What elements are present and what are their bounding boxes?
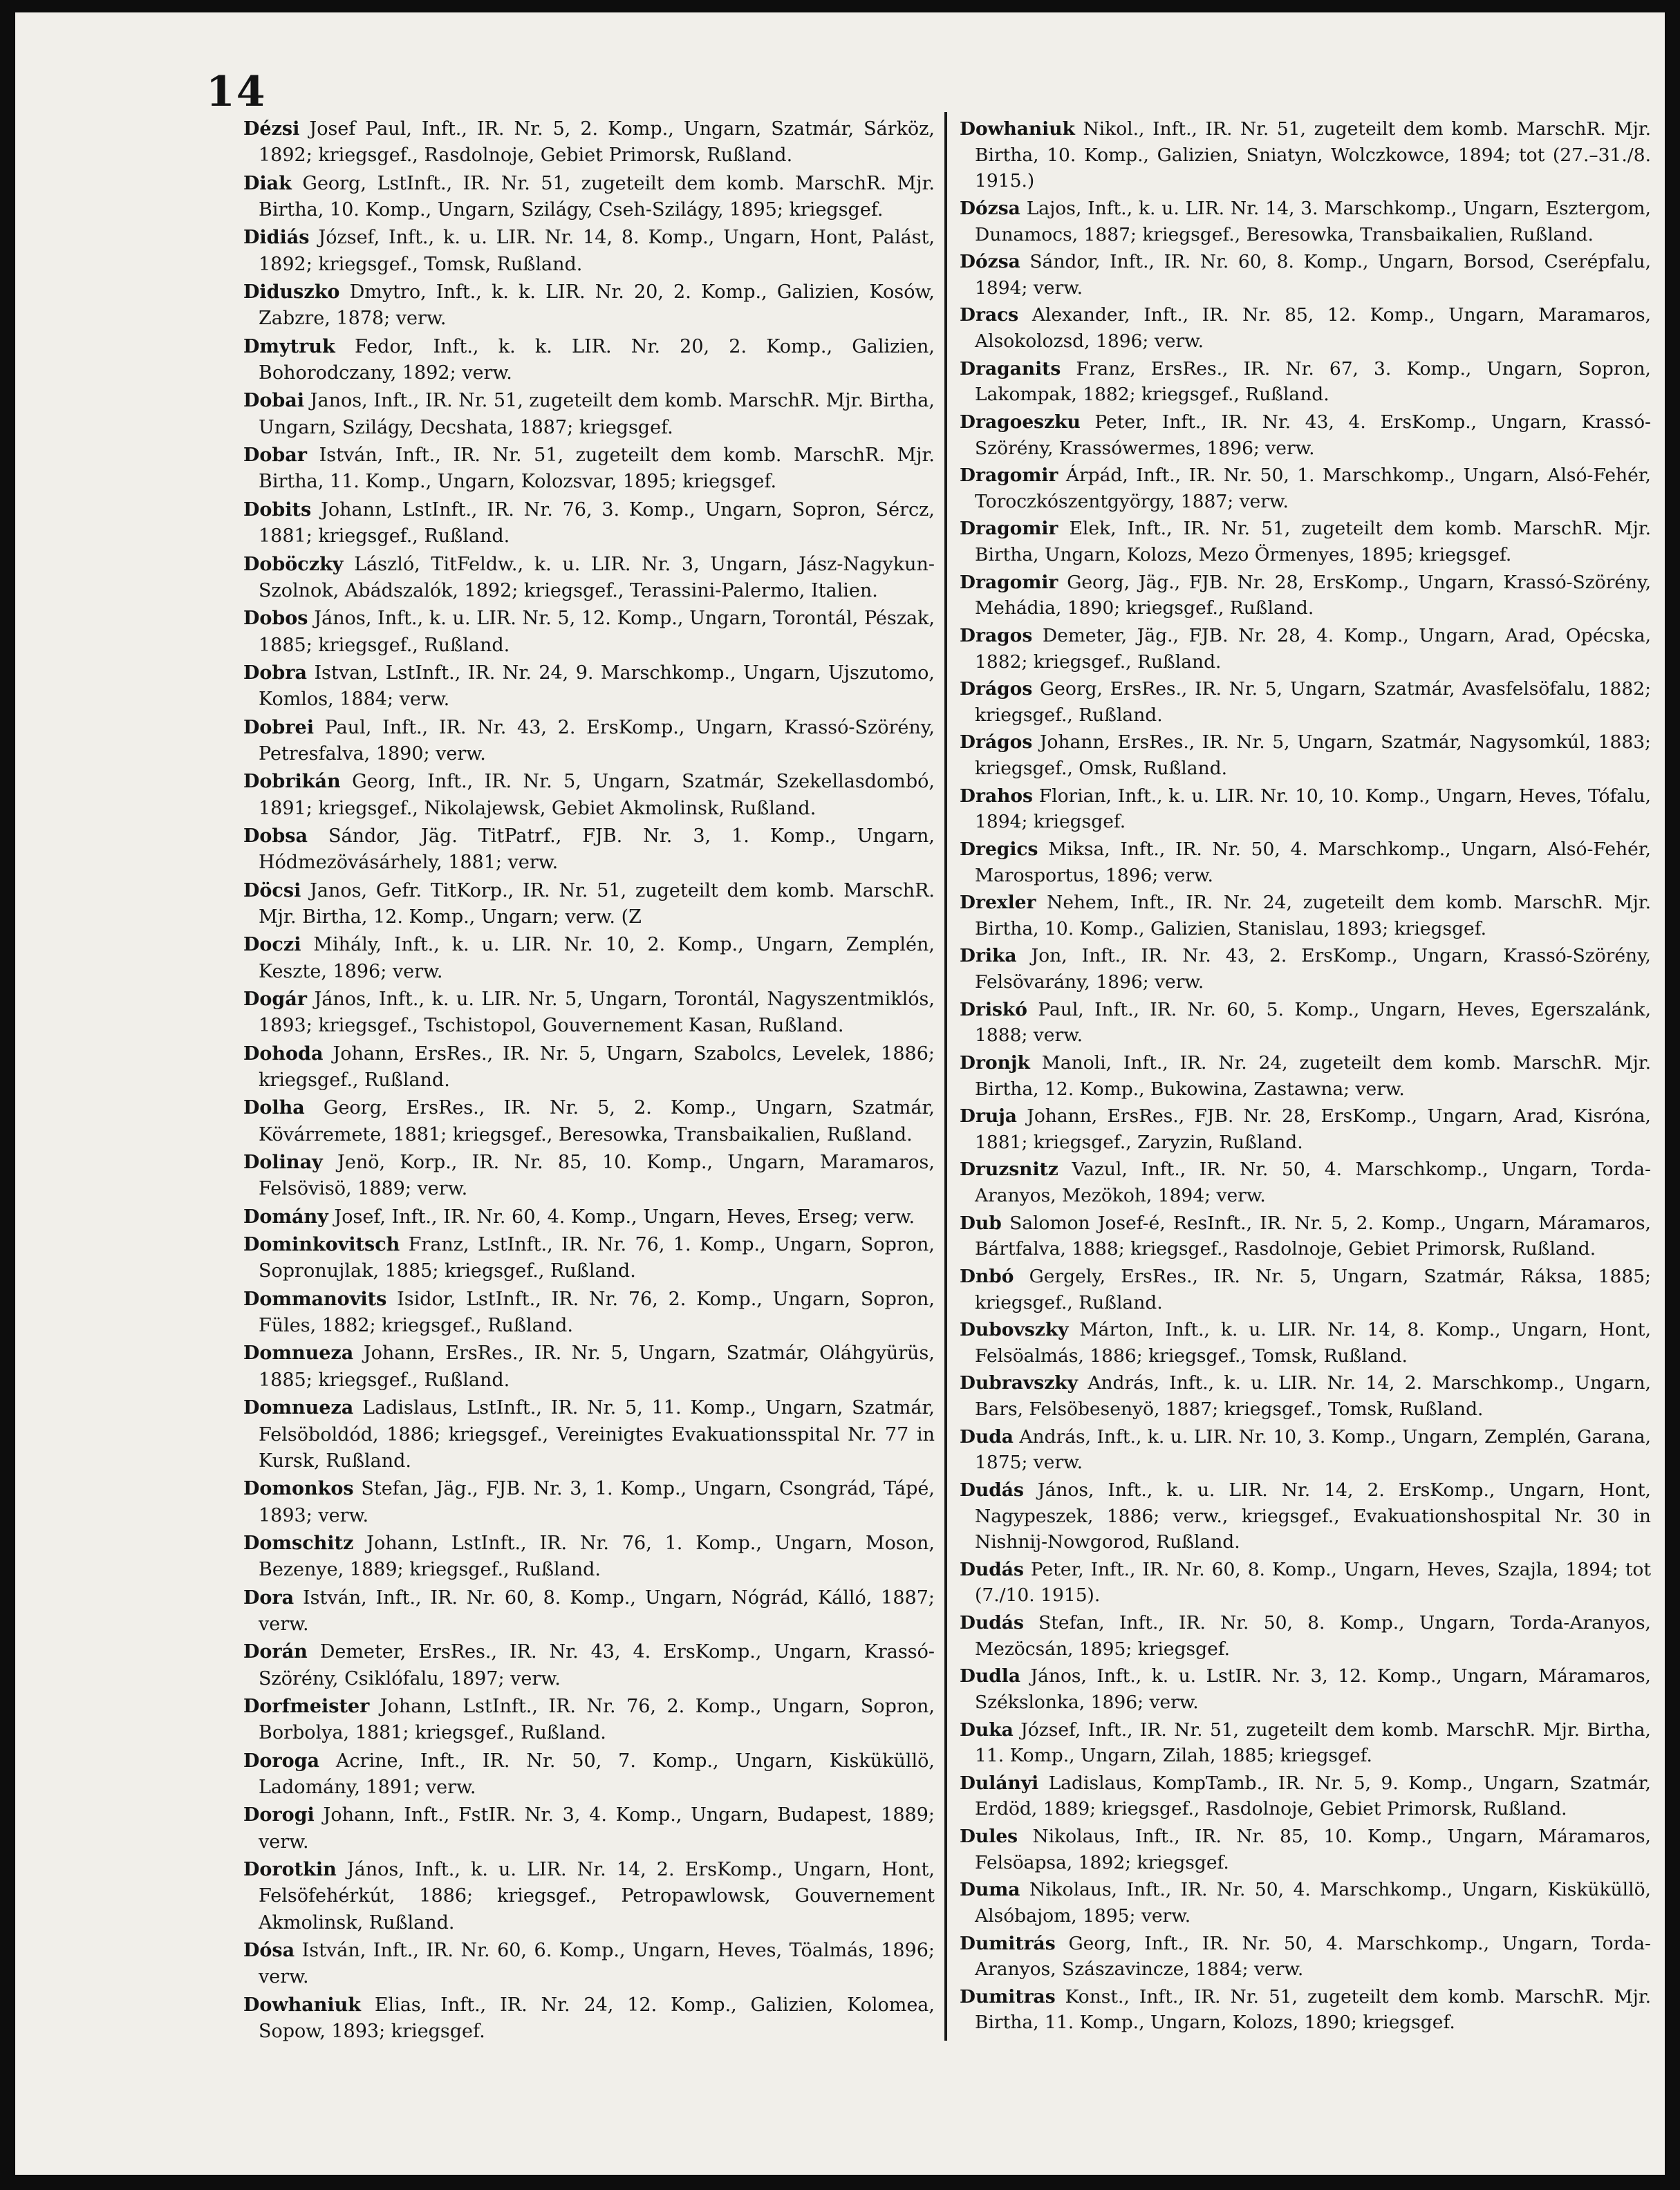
register-entry (960, 1931, 1651, 1983)
entry-surname: Dobai (243, 390, 305, 412)
register-entry (960, 1717, 1651, 1769)
register-entry (960, 783, 1651, 835)
entry-details: Isidor, LstInft., IR. Nr. 76, 2. Komp., Ungarn, Sopron, Füles, 1882; kriegsgef., Rußland. (259, 1288, 935, 1337)
entry-surname: Dracs (960, 304, 1019, 326)
entry-details: Johann, ErsRes., IR. Nr. 5, Ungarn, Szatmár, Nagysomkúl, 1883; kriegsgef., Omsk, Rußland. (975, 731, 1651, 779)
entry-surname: Dumitrás (960, 1932, 1056, 1954)
entry-details: Mihály, Inft., k. u. LIR. Nr. 10, 2. Komp., Ungarn, Zemplén, Keszte, 1896; verw. (259, 934, 935, 982)
entry-surname: Domschitz (243, 1532, 354, 1554)
entry-surname: Dragomir (960, 465, 1058, 487)
entry-surname: Didiás (243, 227, 310, 249)
register-entry (243, 1992, 935, 2046)
entry-details: András, Inft., k. u. LIR. Nr. 14, 2. Marschkomp., Ungarn, Bars, Felsöbesenyö, 1887; kriegsgef., Tomsk, Rußland. (975, 1372, 1651, 1420)
entry-details: Árpád, Inft., IR. Nr. 50, 1. Marschkomp., Ungarn, Alsó-Fehér, Toroczkószentgyörgy, 1887; verw. (975, 465, 1651, 512)
entry-details: Konst., Inft., IR. Nr. 51, zugeteilt dem komb. MarschR. Mjr. Birtha, 11. Komp., Ungarn, Kolozs, 1890; kriegsgef. (975, 1985, 1651, 2034)
register-entry (960, 1317, 1651, 1369)
register-entry (243, 769, 935, 822)
entry-surname: Dudás (960, 1479, 1024, 1501)
entry-surname: Dules (960, 1826, 1018, 1847)
entry-surname: Driskó (960, 998, 1027, 1020)
register-entry (960, 1050, 1651, 1102)
register-entry (960, 890, 1651, 942)
entry-surname: Dudás (960, 1558, 1024, 1580)
entry-surname: Drágos (960, 678, 1033, 700)
register-entry (960, 1610, 1651, 1662)
entry-details: Miksa, Inft., IR. Nr. 50, 4. Marschkomp., Ungarn, Alsó-Fehér, Marosportus, 1896; verw. (975, 838, 1651, 886)
register-entry (243, 1286, 935, 1340)
entry-details: Jenö, Korp., IR. Nr. 85, 10. Komp., Ungarn, Maramaros, Felsövisö, 1889; verw. (259, 1152, 935, 1200)
register-entry (243, 1748, 935, 1801)
register-entry (960, 249, 1651, 301)
entry-details: Elias, Inft., IR. Nr. 24, 12. Komp., Galizien, Kolomea, Sopow, 1893; kriegsgef. (259, 1994, 935, 2043)
entry-details: Johann, LstInft., IR. Nr. 76, 1. Komp., Ungarn, Moson, Bezenye, 1889; kriegsgef., Rußland. (259, 1532, 935, 1581)
entry-surname: Diak (243, 172, 292, 194)
register-entry (243, 442, 935, 496)
entry-details: Peter, Inft., IR. Nr. 43, 4. ErsKomp., Ungarn, Krassó-Szörény, Krassówermes, 1896; verw. (975, 411, 1651, 459)
register-entry (960, 1103, 1651, 1155)
entry-surname: Dora (243, 1587, 295, 1609)
register-entry (243, 1531, 935, 1584)
register-entry (243, 171, 935, 224)
register-entry (243, 1041, 935, 1094)
register-entry (960, 1424, 1651, 1476)
entry-details: Lajos, Inft., k. u. LIR. Nr. 14, 3. Marschkomp., Ungarn, Esztergom, Dunamocs, 1887; kriegsgef., Beresowka, Transbaikalien, Rußland. (975, 197, 1651, 245)
entry-surname: Dragomir (960, 518, 1058, 540)
register-entry (960, 116, 1651, 194)
register-entry (960, 1264, 1651, 1316)
entry-details: János, Inft., k. u. LstIR. Nr. 3, 12. Komp., Ungarn, Máramaros, Székslonka, 1896; verw. (975, 1665, 1651, 1713)
entry-details: Stefan, Jäg., FJB. Nr. 3, 1. Komp., Ungarn, Csongrád, Tápé, 1893; verw. (259, 1478, 935, 1526)
entry-details: Nikolaus, Inft., IR. Nr. 85, 10. Komp., Ungarn, Máramaros, Felsöapsa, 1892; kriegsgef. (975, 1826, 1651, 1873)
entry-details: Johann, LstInft., IR. Nr. 76, 2. Komp., Ungarn, Sopron, Borbolya, 1881; kriegsgef., Rußland. (259, 1695, 935, 1744)
register-entry (960, 836, 1651, 888)
entry-surname: Dudla (960, 1665, 1021, 1687)
entry-details: Acrine, Inft., IR. Nr. 50, 7. Komp., Ungarn, Kisküküllö, Ladomány, 1891; verw. (259, 1750, 935, 1798)
entry-surname: Dósa (243, 1940, 295, 1962)
entry-details: Janos, Gefr. TitKorp., IR. Nr. 51, zugeteilt dem komb. MarschR. Mjr. Birtha, 12. Komp., Ungarn; verw. (Z (259, 879, 935, 928)
entry-surname: Dohoda (243, 1042, 324, 1065)
entry-surname: Dobar (243, 444, 308, 467)
register-entry (960, 729, 1651, 781)
entry-surname: Dulányi (960, 1772, 1039, 1794)
entry-surname: Dowhaniuk (960, 118, 1075, 140)
register-entry (960, 1663, 1651, 1715)
register-entry (960, 1877, 1651, 1929)
entry-surname: Druzsnitz (960, 1159, 1058, 1181)
register-entry (243, 606, 935, 659)
register-entry (243, 552, 935, 605)
entry-details: Paul, Inft., IR. Nr. 60, 5. Komp., Ungarn, Heves, Egerszalánk, 1888; verw. (975, 998, 1651, 1047)
entry-surname: Dorogi (243, 1804, 315, 1826)
column-divider (944, 112, 947, 2041)
entry-surname: Drexler (960, 892, 1036, 914)
entry-details: Peter, Inft., IR. Nr. 60, 8. Komp., Ungarn, Heves, Szajla, 1894; tot (7./10. 1915). (975, 1558, 1651, 1607)
register-entry (243, 1694, 935, 1747)
entry-surname: Drágos (960, 731, 1033, 754)
entry-details: Stefan, Inft., IR. Nr. 50, 8. Komp., Ungarn, Torda-Aranyos, Mezöcsán, 1895; kriegsgef. (975, 1612, 1651, 1660)
entry-surname: Domnueza (243, 1342, 354, 1365)
register-entry (243, 1340, 935, 1394)
entry-details: István, Inft., IR. Nr. 51, zugeteilt dem komb. MarschR. Mjr. Birtha, 11. Komp., Ungarn, Kolozsvar, 1895; kriegsgef. (259, 444, 935, 493)
entry-surname: Dogár (243, 989, 308, 1010)
register-entry (960, 1770, 1651, 1822)
entry-details: Ladislaus, LstInft., IR. Nr. 5, 11. Komp., Ungarn, Szatmár, Felsöboldód, 1886; kriegsgef., Vereinigtes Evakuationsspital Nr. 77 in Kursk, Rußland. (259, 1397, 935, 1472)
entry-surname: Döcsi (243, 879, 301, 901)
entry-surname: Dolinay (243, 1152, 323, 1174)
entry-details: Vazul, Inft., IR. Nr. 50, 4. Marschkomp., Ungarn, Torda-Aranyos, Mezökoh, 1894; verw. (975, 1159, 1651, 1206)
entry-details: Manoli, Inft., IR. Nr. 24, zugeteilt dem komb. MarschR. Mjr. Birtha, 12. Komp., Bukowina, Zastawna; verw. (975, 1051, 1651, 1100)
register-entry (243, 116, 935, 169)
register-entry (960, 1157, 1651, 1208)
register-entry (960, 1984, 1651, 2036)
register-entry (243, 1476, 935, 1529)
entry-details: József, Inft., k. u. LIR. Nr. 14, 8. Komp., Ungarn, Hont, Palást, 1892; kriegsgef., Tomsk, Rußland. (259, 227, 935, 275)
register-entry (960, 1210, 1651, 1262)
entry-details: János, Inft., k. u. LIR. Nr. 5, Ungarn, Torontál, Nagyszentmiklós, 1893; kriegsgef., Tschistopol, Gouvernement Kasan, Rußland. (259, 989, 935, 1037)
register-entry (243, 334, 935, 387)
entry-details: Georg, Inft., IR. Nr. 50, 4. Marschkomp., Ungarn, Torda-Aranyos, Szászavincze, 1884; verw. (975, 1932, 1651, 1981)
entry-surname: Dobits (243, 498, 312, 521)
entry-details: Sándor, Jäg. TitPatrf., FJB. Nr. 3, 1. Komp., Ungarn, Hódmezövásárhely, 1881; verw. (259, 825, 935, 874)
entry-surname: Doböczky (243, 553, 344, 575)
entry-details: Paul, Inft., IR. Nr. 43, 2. ErsKomp., Ungarn, Krassó-Szörény, Petresfalva, 1890; verw. (259, 716, 935, 765)
entry-details: Márton, Inft., k. u. LIR. Nr. 14, 8. Komp., Ungarn, Hont, Felsöalmás, 1886; kriegsgef., Tomsk, Rußland. (975, 1319, 1651, 1367)
entry-details: Johann, ErsRes., IR. Nr. 5, Ungarn, Szatmár, Oláhgyürüs, 1885; kriegsgef., Rußland. (259, 1342, 935, 1391)
entry-details: Ladislaus, KompTamb., IR. Nr. 5, 9. Komp., Ungarn, Szatmár, Erdöd, 1889; kriegsgef., Rasdolnoje, Gebiet Primorsk, Rußland. (975, 1772, 1651, 1820)
entry-details: Josef, Inft., IR. Nr. 60, 4. Komp., Ungarn, Heves, Erseg; verw. (334, 1206, 915, 1228)
entry-details: János, Inft., k. u. LIR. Nr. 14, 2. ErsKomp., Ungarn, Hont, Felsöfehérkút, 1886; kriegsgef., Petropawlowsk, Gouvernement Akmolinsk, Rußland. (259, 1859, 935, 1934)
entry-details: Nikolaus, Inft., IR. Nr. 50, 4. Marschkomp., Ungarn, Kisküküllö, Alsóbajom, 1895; verw. (975, 1879, 1651, 1927)
register-entry (243, 1095, 935, 1148)
entry-details: Demeter, Jäg., FJB. Nr. 28, 4. Komp., Ungarn, Arad, Opécska, 1882; kriegsgef., Rußland. (975, 624, 1651, 673)
entry-details: Florian, Inft., k. u. LIR. Nr. 10, 10. Komp., Ungarn, Heves, Tófalu, 1894; kriegsgef. (975, 785, 1651, 833)
register-entry (243, 1585, 935, 1638)
entry-surname: Domány (243, 1206, 328, 1228)
register-entry (243, 225, 935, 278)
entry-details: Georg, LstInft., IR. Nr. 51, zugeteilt dem komb. MarschR. Mjr. Birtha, 10. Komp., Ungarn, Szilágy, Cseh-Szilágy, 1895; kriegsgef. (259, 172, 935, 221)
entry-details: Alexander, Inft., IR. Nr. 85, 12. Komp., Ungarn, Maramaros, Alsokolozsd, 1896; verw. (975, 304, 1651, 352)
entry-surname: Doroga (243, 1750, 320, 1772)
register-entry (960, 623, 1651, 675)
register-entry (243, 986, 935, 1040)
entry-surname: Drahos (960, 785, 1033, 807)
entry-surname: Dommanovits (243, 1288, 387, 1310)
register-entry (960, 1370, 1651, 1422)
register-entry (243, 823, 935, 877)
register-entry (960, 196, 1651, 247)
register-entry (243, 1802, 935, 1855)
entry-surname: Dnbó (960, 1265, 1014, 1287)
register-entry (243, 715, 935, 768)
entry-surname: Dudás (960, 1612, 1024, 1634)
entry-details: Georg, ErsRes., IR. Nr. 5, 2. Komp., Ungarn, Szatmár, Kövárremete, 1881; kriegsgef., Beresowka, Transbaikalien, Rußland. (259, 1097, 935, 1145)
entry-surname: Dézsi (243, 118, 300, 140)
entry-details: Georg, Jäg., FJB. Nr. 28, ErsKomp., Ungarn, Krassó-Szörény, Mehádia, 1890; kriegsgef., Rußland. (975, 571, 1651, 619)
register-entry (960, 356, 1651, 408)
entry-details: Salomon Josef-é, ResInft., IR. Nr. 5, 2. Komp., Ungarn, Máramaros, Bártfalva, 1888; kriegsgef., Rasdolnoje, Gebiet Primorsk, Rußland. (975, 1212, 1651, 1260)
entry-details: Josef Paul, Inft., IR. Nr. 5, 2. Komp., Ungarn, Szatmár, Sárköz, 1892; kriegsgef., Rasdolnoje, Gebiet Primorsk, Rußland. (259, 118, 935, 167)
entry-details: Johann, Inft., FstIR. Nr. 3, 4. Komp., Ungarn, Budapest, 1889; verw. (259, 1804, 935, 1853)
entry-surname: Dominkovitsch (243, 1234, 400, 1256)
entry-details: Dmytro, Inft., k. k. LIR. Nr. 20, 2. Komp., Galizien, Kosów, Zabzre, 1878; verw. (259, 281, 935, 330)
entry-details: Jon, Inft., IR. Nr. 43, 2. ErsKomp., Ungarn, Krassó-Szörény, Felsövarány, 1896; verw. (975, 945, 1651, 993)
entry-surname: Druja (960, 1105, 1017, 1127)
register-entry (960, 943, 1651, 995)
entry-surname: Draganits (960, 357, 1061, 380)
entry-details: Sándor, Inft., IR. Nr. 60, 8. Komp., Ungarn, Borsod, Cserépfalu, 1894; verw. (975, 251, 1651, 299)
entry-details: Nehem, Inft., IR. Nr. 24, zugeteilt dem komb. MarschR. Mjr. Birtha, 10. Komp., Galizien, Stanislau, 1893; kriegsgef. (975, 892, 1651, 939)
entry-surname: Dorfmeister (243, 1695, 370, 1717)
register-entry (243, 932, 935, 985)
register-entry (960, 997, 1651, 1049)
entry-details: László, TitFeldw., k. u. LIR. Nr. 3, Ungarn, Jász-Nagykun-Szolnok, Abádszalók, 1892; kriegsgef., Terassini-Palermo, Italien. (259, 553, 935, 601)
right-column (960, 116, 1651, 2037)
entry-surname: Dregics (960, 838, 1038, 860)
entry-surname: Dub (960, 1212, 1002, 1234)
entry-details: Istvan, LstInft., IR. Nr. 24, 9. Marschkomp., Ungarn, Ujszutomo, Komlos, 1884; verw. (259, 662, 935, 711)
entry-surname: Dumitras (960, 1985, 1056, 2008)
entry-details: József, Inft., IR. Nr. 51, zugeteilt dem komb. MarschR. Mjr. Birtha, 11. Komp., Ungarn, Zilah, 1885; kriegsgef. (975, 1719, 1651, 1767)
entry-surname: Dorotkin (243, 1859, 337, 1880)
register-entry (960, 1557, 1651, 1609)
entry-surname: Domonkos (243, 1478, 354, 1500)
register-entry (960, 570, 1651, 621)
register-entry (243, 1857, 935, 1936)
entry-surname: Dmytruk (243, 335, 335, 357)
entry-surname: Dobrei (243, 716, 314, 738)
register-entry (243, 660, 935, 713)
entry-surname: Domnueza (243, 1397, 354, 1419)
entry-details: András, Inft., k. u. LIR. Nr. 10, 3. Komp., Ungarn, Zemplén, Garana, 1875; verw. (975, 1425, 1651, 1474)
entry-details: Georg, ErsRes., IR. Nr. 5, Ungarn, Szatmár, Avasfelsöfalu, 1882; kriegsgef., Rußland. (975, 678, 1651, 726)
entry-details: Johann, ErsRes., IR. Nr. 5, Ungarn, Szabolcs, Levelek, 1886; kriegsgef., Rußland. (259, 1042, 935, 1092)
entry-surname: Dragomir (960, 571, 1058, 593)
entry-details: János, Inft., k. u. LIR. Nr. 5, 12. Komp., Ungarn, Torontál, Pészak, 1885; kriegsgef., Rußland. (259, 608, 935, 656)
register-entry (960, 1824, 1651, 1875)
entry-surname: Dobos (243, 608, 308, 630)
entry-surname: Dózsa (960, 251, 1020, 273)
register-entry (243, 878, 935, 931)
entry-details: Johann, ErsRes., FJB. Nr. 28, ErsKomp., Ungarn, Arad, Kisróna, 1881; kriegsgef., Zaryzin, Rußland. (975, 1105, 1651, 1153)
entry-surname: Duma (960, 1879, 1020, 1901)
entry-details: István, Inft., IR. Nr. 60, 6. Komp., Ungarn, Heves, Töalmás, 1896; verw. (259, 1940, 935, 1988)
entry-details: Franz, LstInft., IR. Nr. 76, 1. Komp., Ungarn, Sopron, Sopronujlak, 1885; kriegsgef., Rußland. (259, 1234, 935, 1282)
entry-surname: Duda (960, 1425, 1014, 1448)
entry-details: Franz, ErsRes., IR. Nr. 67, 3. Komp., Ungarn, Sopron, Lakompak, 1882; kriegsgef., Rußland. (975, 357, 1651, 406)
entry-surname: Diduszko (243, 281, 340, 303)
register-entry (243, 1395, 935, 1475)
entry-surname: Duka (960, 1719, 1014, 1741)
entry-surname: Dragos (960, 624, 1033, 646)
entry-details: Gergely, ErsRes., IR. Nr. 5, Ungarn, Szatmár, Ráksa, 1885; kriegsgef., Rußland. (975, 1265, 1651, 1313)
entry-surname: Dragoeszku (960, 411, 1081, 433)
entry-surname: Dubovszky (960, 1319, 1069, 1341)
register-entry (243, 1232, 935, 1285)
entry-details: János, Inft., k. u. LIR. Nr. 14, 2. ErsKomp., Ungarn, Hont, Nagypeszek, 1886; verw., kriegsgef., Evakuationshospital Nr. 30 in Nishnij-Nowgorod, Rußland. (975, 1479, 1651, 1553)
entry-surname: Dózsa (960, 197, 1020, 219)
register-entry (243, 497, 935, 550)
entry-surname: Dobra (243, 662, 308, 684)
register-entry (960, 462, 1651, 514)
page-number: 14 (206, 68, 267, 116)
register-entry (960, 676, 1651, 728)
register-entry (243, 279, 935, 333)
entry-surname: Dorán (243, 1641, 308, 1663)
register-entry (243, 1204, 935, 1230)
register-entry (243, 1150, 935, 1203)
entry-details: Georg, Inft., IR. Nr. 5, Ungarn, Szatmár, Szekellasdombó, 1891; kriegsgef., Nikolajewsk, Gebiet Akmolinsk, Rußland. (259, 771, 935, 819)
register-entry (243, 388, 935, 441)
entry-details: Nikol., Inft., IR. Nr. 51, zugeteilt dem komb. MarschR. Mjr. Birtha, 10. Komp., Galizien, Sniatyn, Wolczkowce, 1894; tot (27.–31./8. 1915.) (975, 118, 1651, 192)
register-entry (960, 516, 1651, 568)
entry-surname: Dronjk (960, 1051, 1030, 1074)
entry-surname: Dobsa (243, 825, 308, 847)
entry-surname: Dobrikán (243, 771, 341, 793)
left-column (243, 116, 935, 2046)
register-entry (960, 302, 1651, 354)
entry-details: Elek, Inft., IR. Nr. 51, zugeteilt dem komb. MarschR. Mjr. Birtha, Ungarn, Kolozs, Mezo Örmenyes, 1895; kriegsgef. (975, 518, 1651, 565)
entry-details: Johann, LstInft., IR. Nr. 76, 3. Komp., Ungarn, Sopron, Sércz, 1881; kriegsgef., Rußland. (259, 498, 935, 548)
entry-surname: Dowhaniuk (243, 1994, 362, 2016)
entry-details: Demeter, ErsRes., IR. Nr. 43, 4. ErsKomp., Ungarn, Krassó-Szörény, Csiklófalu, 1897; verw. (259, 1641, 935, 1690)
entry-details: István, Inft., IR. Nr. 60, 8. Komp., Ungarn, Nógrád, Kálló, 1887; verw. (259, 1587, 935, 1635)
entry-surname: Dolha (243, 1097, 305, 1119)
entry-details: Fedor, Inft., k. k. LIR. Nr. 20, 2. Komp., Galizien, Bohorodczany, 1892; verw. (259, 335, 935, 384)
register-entry (960, 1477, 1651, 1555)
register-entry (243, 1938, 935, 1991)
entry-surname: Drika (960, 945, 1017, 967)
entry-surname: Dubravszky (960, 1372, 1079, 1394)
register-entry (960, 409, 1651, 461)
entry-surname: Doczi (243, 934, 301, 956)
register-entry (243, 1639, 935, 1692)
entry-details: Janos, Inft., IR. Nr. 51, zugeteilt dem komb. MarschR. Mjr. Birtha, Ungarn, Szilágy, Decshata, 1887; kriegsgef. (259, 390, 935, 438)
